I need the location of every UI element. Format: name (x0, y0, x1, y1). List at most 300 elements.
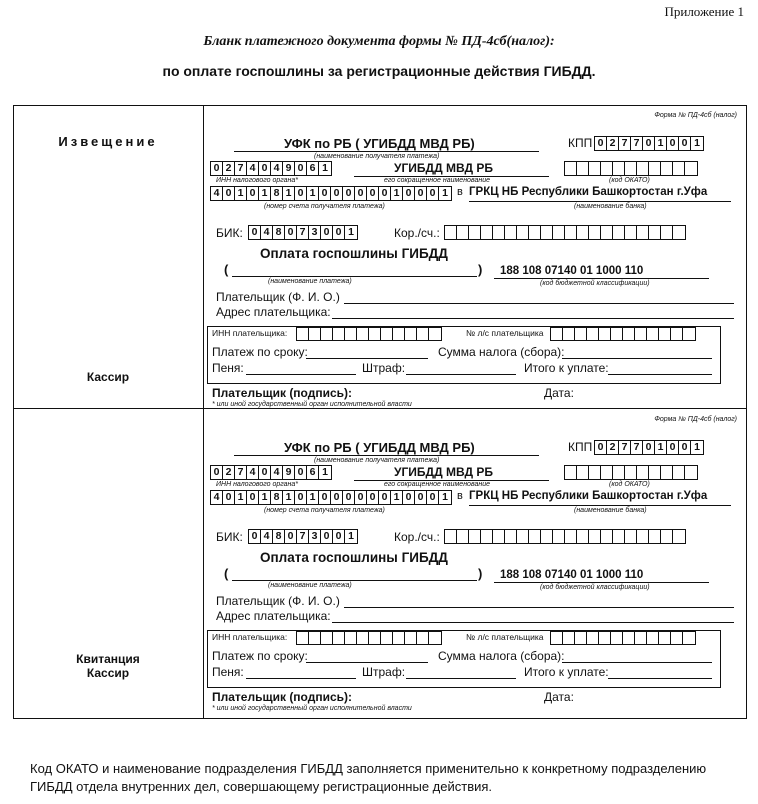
digit-cell[interactable] (553, 226, 565, 239)
digit-cell[interactable] (637, 530, 649, 543)
digit-cell[interactable]: 7 (619, 441, 631, 454)
digit-cell[interactable]: 2 (223, 162, 235, 175)
digit-cell[interactable] (309, 328, 321, 340)
digit-cell[interactable]: 4 (271, 466, 283, 479)
date-label: Дата: (544, 690, 574, 704)
digit-cell[interactable] (297, 632, 309, 644)
payment-name: Оплата госпошлины ГИБДД (260, 246, 448, 261)
digit-cell[interactable] (625, 162, 637, 175)
digit-cell[interactable]: 0 (247, 491, 259, 504)
digit-cell[interactable]: 0 (595, 137, 607, 150)
tax-label: Сумма налога (сбора): (438, 345, 565, 359)
digit-cell[interactable]: 0 (643, 441, 655, 454)
recipient-caption: (наименование получателя платежа) (314, 457, 440, 464)
digit-cell[interactable] (493, 226, 505, 239)
digit-cell[interactable] (381, 328, 393, 340)
digit-cell[interactable] (577, 466, 589, 479)
document-subtitle: по оплате госпошлины за регистрационные действия ГИБДД. (162, 63, 596, 79)
paren-open: ( (224, 566, 229, 581)
digit-cell[interactable] (589, 226, 601, 239)
digit-cell[interactable]: 7 (631, 441, 643, 454)
receipt-section (204, 412, 747, 715)
date-label: Дата: (544, 386, 574, 400)
digit-cell[interactable] (565, 226, 577, 239)
digit-cell[interactable]: 8 (271, 491, 283, 504)
payer-address-line[interactable] (332, 622, 734, 623)
payer-label: Плательщик (Ф. И. О.) (216, 290, 340, 304)
digit-cell[interactable]: 1 (391, 187, 403, 200)
digit-cell[interactable]: 7 (235, 466, 247, 479)
tax-line[interactable] (562, 662, 712, 663)
account-field[interactable] (210, 490, 452, 505)
short-name-caption: его сокращенное наименование (384, 177, 490, 184)
digit-cell[interactable]: 1 (694, 441, 700, 453)
digit-cell[interactable]: 9 (283, 466, 295, 479)
signature-label: Плательщик (подпись): (212, 690, 353, 704)
digit-cell[interactable]: 0 (403, 491, 415, 504)
digit-cell[interactable]: 8 (271, 187, 283, 200)
in-label: в (457, 186, 463, 198)
okato-field[interactable] (564, 465, 698, 480)
digit-cell[interactable] (481, 226, 493, 239)
digit-cell[interactable]: 7 (297, 226, 309, 239)
paren-close: ) (478, 566, 483, 581)
digit-cell[interactable] (577, 162, 589, 175)
digit-cell[interactable] (637, 162, 649, 175)
address-label: Адрес плательщика: (216, 305, 331, 319)
digit-cell[interactable] (601, 466, 613, 479)
digit-cell[interactable] (565, 162, 577, 175)
payment-name: Оплата госпошлины ГИБДД (260, 550, 448, 565)
account-no-label: № л/с плательщика (466, 632, 544, 642)
digit-cell[interactable] (541, 530, 553, 543)
digit-cell[interactable] (599, 632, 611, 644)
digit-cell[interactable]: 4 (261, 530, 273, 543)
digit-cell[interactable] (683, 328, 695, 340)
digit-cell[interactable] (565, 466, 577, 479)
digit-cell[interactable] (333, 632, 345, 644)
digit-cell[interactable]: 0 (295, 466, 307, 479)
digit-cell[interactable] (637, 466, 649, 479)
digit-cell[interactable] (673, 466, 685, 479)
digit-cell[interactable]: 7 (619, 137, 631, 150)
digit-cell[interactable] (587, 328, 599, 340)
digit-cell[interactable]: 0 (667, 137, 679, 150)
digit-cell[interactable] (565, 530, 577, 543)
cashier-label-top: Кассир (86, 370, 130, 384)
digit-cell[interactable]: 0 (249, 226, 261, 239)
digit-cell[interactable] (625, 226, 637, 239)
digit-cell[interactable]: 0 (643, 137, 655, 150)
digit-cell[interactable] (625, 466, 637, 479)
payer-address-line[interactable] (332, 318, 734, 319)
digit-cell[interactable] (393, 328, 405, 340)
account-no-label: № л/с плательщика (466, 328, 544, 338)
digit-cell[interactable]: 0 (415, 187, 427, 200)
account-caption: (номер счета получателя платежа) (264, 507, 385, 514)
due-line[interactable] (306, 662, 428, 663)
corr-field[interactable] (444, 529, 686, 544)
digit-cell[interactable]: 1 (391, 491, 403, 504)
form-code: Форма № ПД-4сб (налог) (654, 416, 737, 423)
account-no-field[interactable] (550, 631, 696, 645)
bank-name: ГРКЦ НБ Республики Башкортостан г.Уфа (469, 490, 708, 502)
digit-cell[interactable]: 0 (321, 226, 333, 239)
bik-field[interactable] (248, 225, 358, 240)
digit-cell[interactable]: 1 (235, 491, 247, 504)
digit-cell[interactable]: 0 (211, 466, 223, 479)
digit-cell[interactable]: 0 (415, 491, 427, 504)
payer-name-line[interactable] (344, 607, 734, 608)
digit-cell[interactable] (613, 466, 625, 479)
digit-cell[interactable] (369, 328, 381, 340)
digit-cell[interactable] (551, 632, 563, 644)
digit-cell[interactable]: 0 (379, 491, 391, 504)
digit-cell[interactable] (611, 328, 623, 340)
digit-cell[interactable] (551, 328, 563, 340)
digit-cell[interactable] (357, 632, 369, 644)
fine-line[interactable] (406, 678, 516, 679)
corr-field[interactable] (444, 225, 686, 240)
digit-cell[interactable]: 1 (307, 491, 319, 504)
digit-cell[interactable] (685, 162, 697, 175)
digit-cell[interactable] (611, 632, 623, 644)
digit-cell[interactable] (587, 632, 599, 644)
digit-cell[interactable]: 0 (667, 441, 679, 454)
digit-cell[interactable]: 0 (247, 187, 259, 200)
digit-cell[interactable] (505, 226, 517, 239)
digit-cell[interactable]: 0 (321, 530, 333, 543)
digit-cell[interactable]: 0 (295, 162, 307, 175)
payer-inn-label: ИНН плательщика: (212, 328, 288, 338)
digit-cell[interactable]: 1 (442, 187, 448, 199)
digit-cell[interactable] (625, 530, 637, 543)
digit-cell[interactable] (345, 632, 357, 644)
penalty-line[interactable] (246, 678, 356, 679)
digit-cell[interactable] (429, 632, 441, 644)
digit-cell[interactable]: 4 (247, 162, 259, 175)
digit-cell[interactable] (647, 328, 659, 340)
digit-cell[interactable] (647, 632, 659, 644)
digit-cell[interactable] (575, 632, 587, 644)
digit-cell[interactable]: 8 (273, 530, 285, 543)
digit-cell[interactable]: 9 (283, 162, 295, 175)
digit-cell[interactable] (661, 530, 673, 543)
kpp-field[interactable] (594, 440, 704, 455)
digit-cell[interactable]: 1 (283, 187, 295, 200)
digit-cell[interactable] (481, 530, 493, 543)
payer-inn-label: ИНН плательщика: (212, 632, 288, 642)
digit-cell[interactable] (457, 530, 469, 543)
footnote-small: * или иной государственный орган исполнительной власти (212, 705, 412, 712)
digit-cell[interactable]: 0 (285, 530, 297, 543)
digit-cell[interactable]: 1 (348, 530, 354, 542)
digit-cell[interactable] (671, 328, 683, 340)
digit-cell[interactable]: 0 (367, 491, 379, 504)
payer-name-line[interactable] (344, 303, 734, 304)
digit-cell[interactable] (601, 530, 613, 543)
digit-cell[interactable] (589, 530, 601, 543)
account-caption: (номер счета получателя платежа) (264, 203, 385, 210)
digit-cell[interactable]: 4 (211, 491, 223, 504)
total-line[interactable] (608, 374, 712, 375)
digit-cell[interactable]: 6 (307, 466, 319, 479)
digit-cell[interactable] (683, 632, 695, 644)
digit-cell[interactable] (529, 226, 541, 239)
digit-cell[interactable] (649, 530, 661, 543)
in-label: в (457, 490, 463, 502)
digit-cell[interactable] (417, 328, 429, 340)
recipient-caption: (наименование получателя платежа) (314, 153, 440, 160)
bik-label: БИК: (216, 226, 243, 240)
digit-cell[interactable]: 1 (694, 137, 700, 149)
digit-cell[interactable] (469, 530, 481, 543)
digit-cell[interactable] (659, 632, 671, 644)
digit-cell[interactable]: 0 (595, 441, 607, 454)
digit-cell[interactable]: 1 (259, 187, 271, 200)
notice-section (204, 108, 747, 411)
digit-cell[interactable]: 0 (379, 187, 391, 200)
digit-cell[interactable]: 0 (295, 491, 307, 504)
digit-cell[interactable]: 0 (331, 187, 343, 200)
digit-cell[interactable]: 7 (235, 162, 247, 175)
footnote: Код ОКАТО и наименование подразделения ГИБДД заполняется применительно к конкретному подразделению ГИБДД отдела внутренних дел, совершающему регистрационные действия. (30, 761, 707, 794)
digit-cell[interactable] (321, 328, 333, 340)
notice-label: Извещение (58, 134, 158, 149)
digit-cell[interactable]: 1 (655, 137, 667, 150)
digit-cell[interactable]: 2 (607, 137, 619, 150)
digit-cell[interactable]: 0 (427, 187, 439, 200)
digit-cell[interactable] (553, 530, 565, 543)
digit-cell[interactable]: 2 (607, 441, 619, 454)
address-label: Адрес плательщика: (216, 609, 331, 623)
digit-cell[interactable] (445, 226, 457, 239)
okato-caption: (код ОКАТО) (609, 481, 650, 488)
digit-cell[interactable] (661, 226, 673, 239)
kbk-caption: (код бюджетной классификации) (540, 584, 650, 591)
digit-cell[interactable] (673, 226, 685, 239)
digit-cell[interactable]: 1 (235, 187, 247, 200)
tax-line[interactable] (562, 358, 712, 359)
fine-label: Штраф: (362, 361, 406, 375)
fine-line[interactable] (406, 374, 516, 375)
digit-cell[interactable] (623, 632, 635, 644)
digit-cell[interactable] (649, 466, 661, 479)
digit-cell[interactable] (635, 632, 647, 644)
digit-cell[interactable]: 2 (223, 466, 235, 479)
digit-cell[interactable]: 8 (273, 226, 285, 239)
digit-cell[interactable]: 0 (223, 187, 235, 200)
digit-cell[interactable] (623, 328, 635, 340)
kpp-label: КПП (568, 440, 593, 454)
digit-cell[interactable] (613, 226, 625, 239)
payer-inn-field[interactable] (296, 327, 442, 341)
fine-label: Штраф: (362, 665, 406, 679)
account-field[interactable] (210, 186, 452, 201)
digit-cell[interactable]: 0 (355, 491, 367, 504)
digit-cell[interactable] (649, 226, 661, 239)
digit-cell[interactable]: 4 (261, 226, 273, 239)
digit-cell[interactable] (635, 328, 647, 340)
digit-cell[interactable]: 0 (427, 491, 439, 504)
digit-cell[interactable] (613, 530, 625, 543)
digit-cell[interactable]: 0 (355, 187, 367, 200)
digit-cell[interactable]: 0 (259, 162, 271, 175)
digit-cell[interactable] (661, 466, 673, 479)
digit-cell[interactable] (649, 162, 661, 175)
penalty-label: Пеня: (212, 361, 244, 375)
inn-caption: ИНН налогового органа* (216, 177, 298, 184)
digit-cell[interactable]: 1 (322, 162, 328, 174)
digit-cell[interactable]: 1 (348, 226, 354, 238)
digit-cell[interactable] (601, 226, 613, 239)
digit-cell[interactable] (297, 328, 309, 340)
digit-cell[interactable]: 3 (309, 226, 321, 239)
digit-cell[interactable] (575, 328, 587, 340)
payment-caption: (наименование платежа) (268, 278, 352, 285)
bik-label: БИК: (216, 530, 243, 544)
digit-cell[interactable]: 0 (249, 530, 261, 543)
digit-cell[interactable]: 0 (333, 530, 345, 543)
digit-cell[interactable]: 7 (297, 530, 309, 543)
digit-cell[interactable]: 0 (333, 226, 345, 239)
kbk-caption: (код бюджетной классификации) (540, 280, 650, 287)
digit-cell[interactable] (563, 632, 575, 644)
inn-field[interactable] (210, 465, 332, 480)
digit-cell[interactable] (333, 328, 345, 340)
digit-cell[interactable]: 0 (403, 187, 415, 200)
recipient-name: УФК по РБ ( УГИБДД МВД РБ) (284, 440, 475, 455)
digit-cell[interactable] (321, 632, 333, 644)
total-line[interactable] (608, 678, 712, 679)
appendix-label: Приложение 1 (664, 4, 744, 19)
digit-cell[interactable] (659, 328, 671, 340)
digit-cell[interactable] (673, 162, 685, 175)
digit-cell[interactable]: 0 (211, 162, 223, 175)
bank-caption: (наименование банка) (574, 507, 647, 514)
penalty-line[interactable] (246, 374, 356, 375)
digit-cell[interactable]: 4 (211, 187, 223, 200)
digit-cell[interactable]: 1 (322, 466, 328, 478)
digit-cell[interactable] (381, 632, 393, 644)
due-label: Платеж по сроку: (212, 649, 308, 663)
digit-cell[interactable]: 1 (259, 491, 271, 504)
digit-cell[interactable]: 4 (247, 466, 259, 479)
digit-cell[interactable] (577, 530, 589, 543)
digit-cell[interactable] (577, 226, 589, 239)
digit-cell[interactable] (309, 632, 321, 644)
digit-cell[interactable] (517, 530, 529, 543)
digit-cell[interactable] (601, 162, 613, 175)
bik-field[interactable] (248, 529, 358, 544)
digit-cell[interactable] (505, 530, 517, 543)
kbk-value: 188 108 07140 01 1000 110 (500, 569, 644, 581)
digit-cell[interactable]: 0 (679, 441, 691, 454)
kpp-label: КПП (568, 136, 593, 150)
digit-cell[interactable] (417, 632, 429, 644)
digit-cell[interactable] (529, 530, 541, 543)
digit-cell[interactable]: 3 (309, 530, 321, 543)
digit-cell[interactable] (673, 530, 685, 543)
digit-cell[interactable]: 0 (223, 491, 235, 504)
receipt-label: Квитанция (76, 652, 140, 666)
okato-caption: (код ОКАТО) (609, 177, 650, 184)
digit-cell[interactable] (345, 328, 357, 340)
digit-cell[interactable]: 0 (285, 226, 297, 239)
due-line[interactable] (306, 358, 428, 359)
digit-cell[interactable]: 0 (343, 491, 355, 504)
digit-cell[interactable]: 0 (259, 466, 271, 479)
digit-cell[interactable]: 4 (271, 162, 283, 175)
digit-cell[interactable] (613, 162, 625, 175)
digit-cell[interactable]: 7 (631, 137, 643, 150)
okato-field[interactable] (564, 161, 698, 176)
document-title: Бланк платежного документа формы № ПД-4сб(налог): (203, 34, 555, 49)
digit-cell[interactable]: 0 (331, 491, 343, 504)
bank-caption: (наименование банка) (574, 203, 647, 210)
digit-cell[interactable] (517, 226, 529, 239)
digit-cell[interactable]: 0 (319, 187, 331, 200)
digit-cell[interactable] (405, 632, 417, 644)
digit-cell[interactable]: 0 (343, 187, 355, 200)
payer-label: Плательщик (Ф. И. О.) (216, 594, 340, 608)
digit-cell[interactable] (493, 530, 505, 543)
digit-cell[interactable] (589, 466, 601, 479)
digit-cell[interactable] (671, 632, 683, 644)
digit-cell[interactable] (685, 466, 697, 479)
digit-cell[interactable] (357, 328, 369, 340)
total-label: Итого к уплате: (524, 361, 609, 375)
inn-field[interactable] (210, 161, 332, 176)
digit-cell[interactable]: 0 (367, 187, 379, 200)
digit-cell[interactable] (541, 226, 553, 239)
tax-label: Сумма налога (сбора): (438, 649, 565, 663)
digit-cell[interactable]: 0 (679, 137, 691, 150)
digit-cell[interactable]: 1 (655, 441, 667, 454)
digit-cell[interactable] (661, 162, 673, 175)
digit-cell[interactable]: 1 (307, 187, 319, 200)
digit-cell[interactable] (405, 328, 417, 340)
digit-cell[interactable] (445, 530, 457, 543)
digit-cell[interactable] (369, 632, 381, 644)
payer-inn-field[interactable] (296, 631, 442, 645)
due-label: Платеж по сроку: (212, 345, 308, 359)
total-label: Итого к уплате: (524, 665, 609, 679)
digit-cell[interactable]: 0 (295, 187, 307, 200)
signature-label: Плательщик (подпись): (212, 386, 353, 400)
digit-cell[interactable]: 6 (307, 162, 319, 175)
digit-cell[interactable] (589, 162, 601, 175)
digit-cell[interactable] (393, 632, 405, 644)
cashier-label-bottom: Кассир (86, 666, 130, 680)
digit-cell[interactable] (457, 226, 469, 239)
corr-label: Кор./сч.: (394, 530, 440, 544)
digit-cell[interactable] (469, 226, 481, 239)
digit-cell[interactable] (563, 328, 575, 340)
digit-cell[interactable]: 1 (442, 491, 448, 503)
short-name: УГИБДД МВД РБ (394, 161, 493, 175)
digit-cell[interactable] (599, 328, 611, 340)
digit-cell[interactable]: 0 (319, 491, 331, 504)
short-name-caption: его сокращенное наименование (384, 481, 490, 488)
account-no-field[interactable] (550, 327, 696, 341)
digit-cell[interactable] (637, 226, 649, 239)
digit-cell[interactable] (429, 328, 441, 340)
digit-cell[interactable]: 1 (283, 491, 295, 504)
kpp-field[interactable] (594, 136, 704, 151)
kbk-value: 188 108 07140 01 1000 110 (500, 265, 644, 277)
footnote-small: * или иной государственный орган исполнительной власти (212, 401, 412, 408)
